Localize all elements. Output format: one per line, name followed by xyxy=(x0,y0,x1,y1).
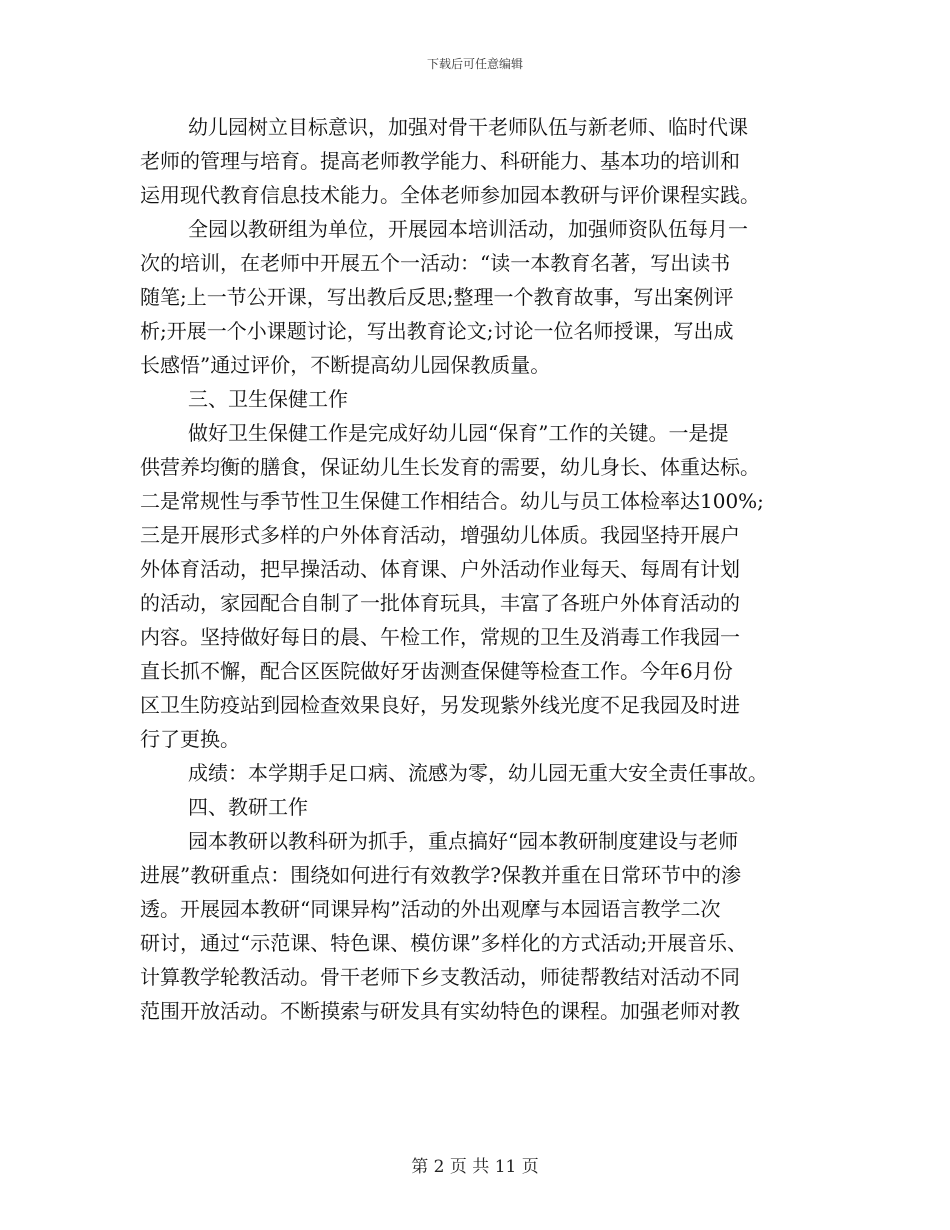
paragraph-line: 幼儿园树立目标意识，加强对骨干老师队伍与新老师、临时代课 xyxy=(188,115,748,139)
paragraph-line: 园本教研以教科研为抓手，重点搞好“园本教研制度建设与老师 xyxy=(188,829,739,853)
paragraph-line: 内容。坚持做好每日的晨、午检工作，常规的卫生及消毒工作我园一 xyxy=(140,625,740,649)
paragraph-line: 二是常规性与季节性卫生保健工作相结合。幼儿与员工体检率达100%; xyxy=(140,489,764,513)
paragraph-line: 老师的管理与培育。提高老师教学能力、科研能力、基本功的培训和 xyxy=(140,149,740,173)
paragraph-line: 范围开放活动。不断摸索与研发具有实幼特色的课程。加强老师对教 xyxy=(140,999,740,1023)
paragraph-line: 区卫生防疫站到园检查效果良好，另发现紫外线光度不足我园及时进 xyxy=(140,693,740,717)
paragraph-line: 透。开展园本教研“同课异构”活动的外出观摩与本园语言教学二次 xyxy=(140,897,721,921)
paragraph-line: 直长抓不懈，配合区医院做好牙齿测查保健等检查工作。今年6月份 xyxy=(140,659,733,683)
page-number-footer: 第 2 页 共 11 页 xyxy=(411,1157,539,1177)
paragraph-line: 全园以教研组为单位，开展园本培训活动，加强师资队伍每月一 xyxy=(188,217,748,241)
paragraph-line: 进展”教研重点：围绕如何进行有效教学?保教并重在日常环节中的渗 xyxy=(140,863,741,887)
paragraph-line: 三是开展形式多样的户外体育活动，增强幼儿体质。我园坚持开展户 xyxy=(140,523,740,547)
paragraph-line: 运用现代教育信息技术能力。全体老师参加园本教研与评价课程实践。 xyxy=(140,183,760,207)
paragraph-line: 行了更换。 xyxy=(140,727,240,751)
paragraph-line: 析;开展一个小课题讨论，写出教育论文;讨论一位名师授课，写出成 xyxy=(140,319,734,343)
paragraph-line: 研讨，通过“示范课、特色课、模仿课”多样化的方式活动;开展音乐、 xyxy=(140,931,748,955)
section-heading: 三、卫生保健工作 xyxy=(188,387,348,411)
paragraph-line: 成绩：本学期手足口病、流感为零，幼儿园无重大安全责任事故。 xyxy=(188,761,768,785)
paragraph-line: 做好卫生保健工作是完成好幼儿园“保育”工作的关键。一是提 xyxy=(188,421,729,445)
paragraph-line: 供营养均衡的膳食，保证幼儿生长发育的需要，幼儿身长、体重达标。 xyxy=(140,455,760,479)
paragraph-line: 长感悟”通过评价，不断提高幼儿园保教质量。 xyxy=(140,353,551,377)
paragraph-line: 随笔;上一节公开课，写出教后反思;整理一个教育故事，写出案例评 xyxy=(140,285,734,309)
section-heading: 四、教研工作 xyxy=(188,795,308,819)
paragraph-line: 计算教学轮教活动。骨干老师下乡支教活动，师徒帮教结对活动不同 xyxy=(140,965,740,989)
paragraph-line: 次的培训，在老师中开展五个一活动：“读一本教育名著，写出读书 xyxy=(140,251,731,275)
paragraph-line: 的活动，家园配合自制了一批体育玩具，丰富了各班户外体育活动的 xyxy=(140,591,740,615)
document-body xyxy=(140,110,810,1028)
page-header: 下载后可任意编辑 xyxy=(426,57,523,71)
paragraph-line: 外体育活动，把早操活动、体育课、户外活动作业每天、每周有计划 xyxy=(140,557,740,581)
